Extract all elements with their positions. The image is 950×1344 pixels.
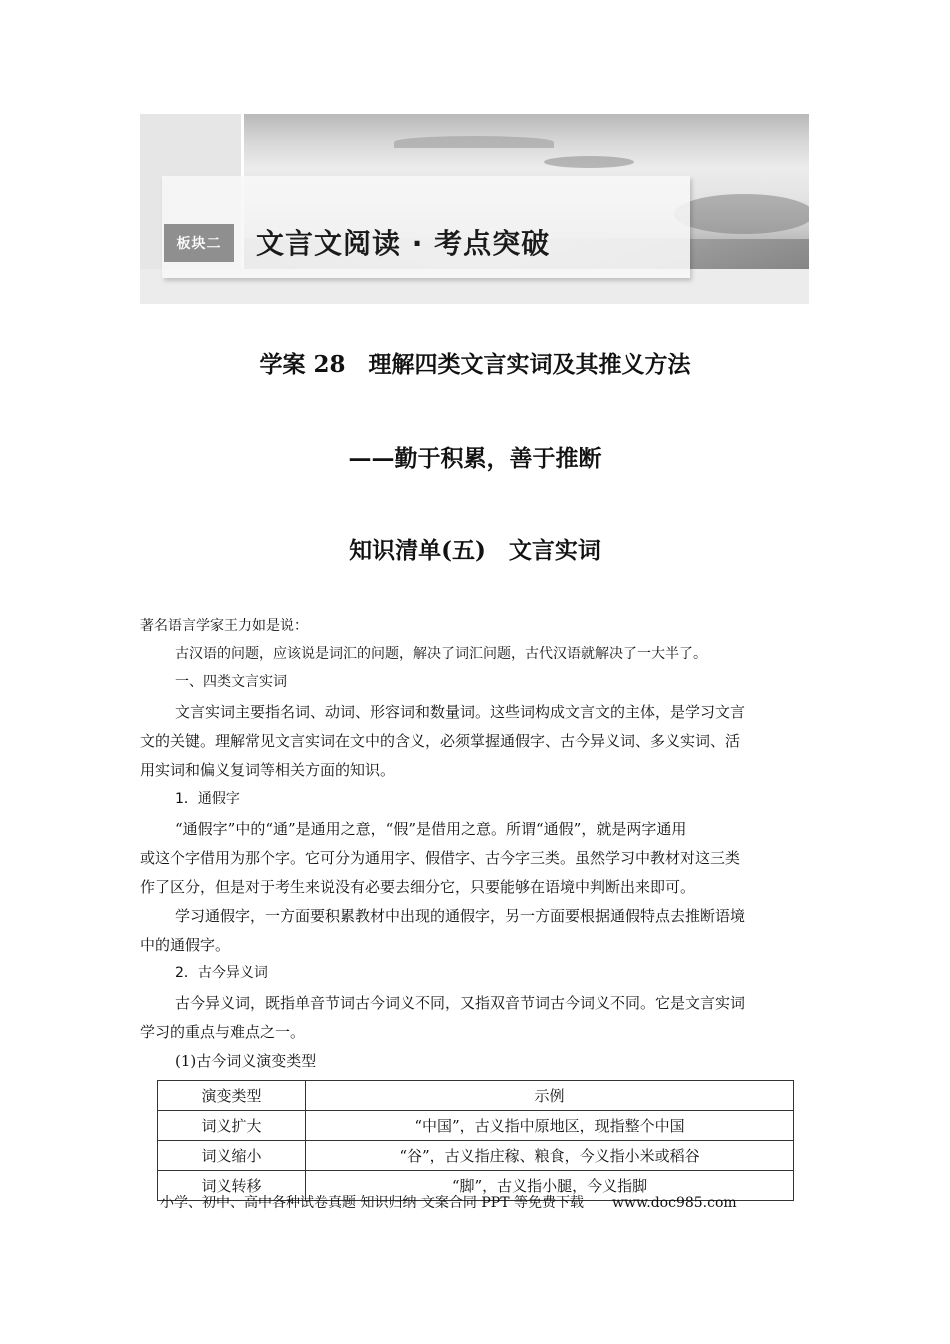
intro-lead: 著名语言学家王力如是说：: [140, 618, 308, 634]
paragraph-line: 作了区分，但是对于考生来说没有必要去细分它，只要能够在语境中判断出来即可。: [140, 878, 696, 896]
paragraph-line: 文言实词主要指名词、动词、形容词和数量词。这些词构成文言文的主体，是学习文言: [175, 703, 746, 721]
section-badge: 板块二: [164, 224, 234, 262]
lesson-subtitle: ——勤于积累，善于推断: [348, 445, 602, 472]
paragraph-line: 学习的重点与难点之一。: [140, 1023, 306, 1041]
paragraph-line: “通假字”中的“通”是通用之意，“假”是借用之意。所谓“通假”，就是两字通用: [175, 820, 687, 838]
paragraph-line: 古今异义词，既指单音节词古今词义不同，又指双音节词古今词义不同。它是文言实词: [175, 994, 746, 1012]
subsection-heading: 1．通假字: [175, 791, 240, 807]
subsection-heading: 2．古今异义词: [175, 965, 268, 981]
table-cell: 词义扩大: [158, 1111, 306, 1141]
intro-quote: 古汉语的问题，应该说是词汇的问题，解决了词汇问题，古代汉语就解决了一大半了。: [175, 646, 707, 662]
rock-shape: [544, 156, 634, 168]
table-cell: “脚”，古义指小腿，今义指脚: [306, 1171, 794, 1201]
table-header-row: [158, 1081, 794, 1111]
distant-island: [394, 136, 554, 148]
table-cell: “谷”，古义指庄稼、粮食，今义指小米或稻谷: [306, 1141, 794, 1171]
paragraph-line: 学习通假字，一方面要积累教材中出现的通假字，另一方面要根据通假特点去推断语境: [175, 907, 746, 925]
paragraph-line: 用实词和偏义复词等相关方面的知识。: [140, 761, 396, 779]
evolution-table: [157, 1080, 794, 1201]
rock-shape: [674, 194, 809, 234]
lesson-title: 学案 28 理解四类文言实词及其推义方法: [259, 351, 691, 378]
paragraph-line: 中的通假字。: [140, 936, 231, 954]
table-cell: “中国”，古义指中原地区，现指整个中国: [306, 1111, 794, 1141]
page-footer: 小学、初中、高中各种试卷真题 知识归纳 文案合同 PPT 等免费下载 www.doc985.com: [160, 1195, 737, 1211]
table-caption: (1)古今词义演变类型: [175, 1052, 317, 1070]
paragraph-line: 文的关键。理解常见文言实词在文中的含义，必须掌握通假字、古今异义词、多义实词、活: [140, 732, 741, 750]
table-header-cell: 演变类型: [158, 1081, 306, 1111]
table-row: [158, 1111, 794, 1141]
table-cell: 词义转移: [158, 1171, 306, 1201]
banner-title-box: [162, 176, 690, 278]
banner-title: 文言文阅读 · 考点突破: [256, 227, 551, 260]
section-banner: [140, 114, 809, 304]
table-cell: 词义缩小: [158, 1141, 306, 1171]
section-title: 知识清单(五) 文言实词: [349, 537, 601, 564]
table-header-cell: 示例: [306, 1081, 794, 1111]
table-row: [158, 1141, 794, 1171]
part-heading: 一、四类文言实词: [175, 674, 287, 690]
paragraph-line: 或这个字借用为那个字。它可分为通用字、假借字、古今字三类。虽然学习中教材对这三类: [140, 849, 741, 867]
